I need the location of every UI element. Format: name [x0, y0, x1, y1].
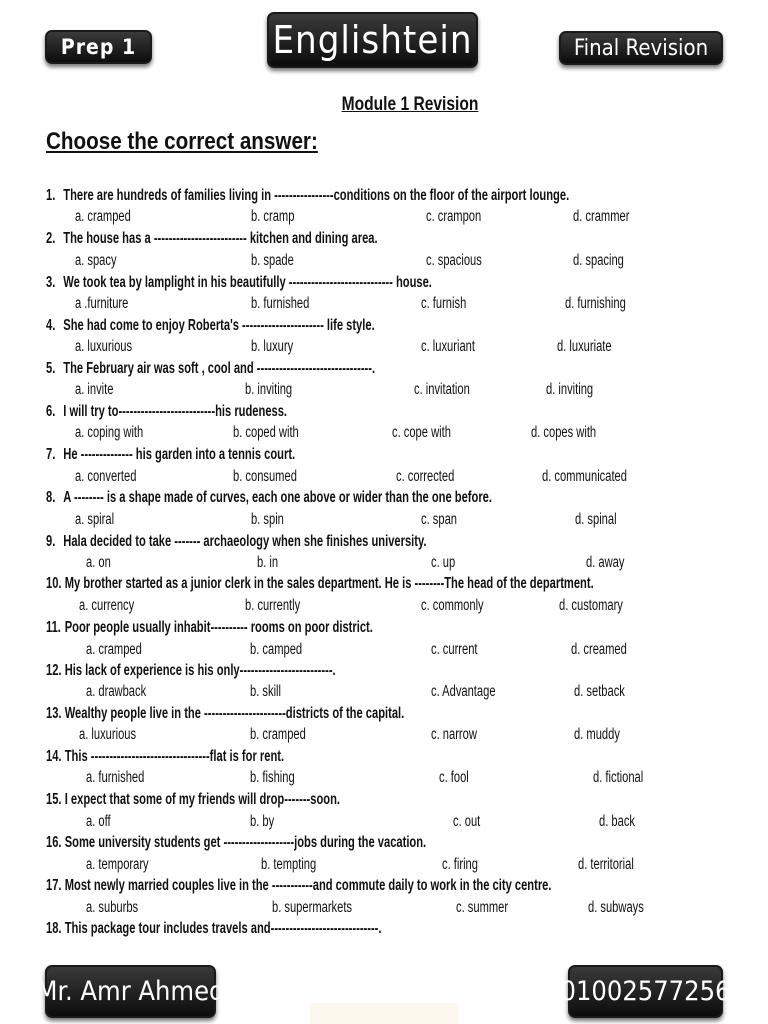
answer-option[interactable]: a. drawback: [85, 683, 147, 700]
question-10: [46, 574, 594, 594]
answer-options-15: [46, 812, 635, 832]
phone-number: 01002577256: [560, 976, 731, 1007]
answer-options-13: [46, 725, 622, 745]
answer-option[interactable]: b. inviting: [244, 381, 293, 398]
answer-option[interactable]: d. away: [586, 554, 625, 571]
brand-title-badge: [267, 12, 478, 68]
question-number: 1.: [46, 187, 56, 204]
answer-option[interactable]: b. camped: [249, 641, 303, 658]
question-text: There are hundreds of families living in ----------------conditions on the floor of the airport lounge.: [63, 187, 570, 204]
answer-options-16: [46, 855, 634, 875]
question-text: I will try to--------------------------his rudeness.: [63, 403, 288, 420]
answer-option[interactable]: c. summer: [455, 899, 509, 916]
answer-option[interactable]: a. luxurious: [78, 726, 137, 743]
answer-option[interactable]: d. luxuriate: [556, 338, 612, 355]
answer-option[interactable]: c. up: [430, 554, 456, 571]
final-revision-label: Final Revision: [573, 35, 709, 61]
question-number: 17.: [46, 877, 62, 894]
answer-option[interactable]: a .furniture: [74, 295, 129, 312]
question-text: This --------------------------------flat is for rent.: [64, 748, 285, 765]
answer-option[interactable]: c. corrected: [395, 468, 455, 485]
question-2: [46, 229, 378, 249]
question-13: [46, 704, 404, 724]
answer-option[interactable]: a. converted: [74, 468, 137, 485]
answer-option[interactable]: a. on: [85, 554, 111, 571]
answer-option[interactable]: d. spinal: [574, 511, 617, 528]
answer-option[interactable]: b. consumed: [232, 468, 297, 485]
question-14: [46, 747, 284, 767]
question-text: Poor people usually inhabit---------- rooms on poor district.: [64, 619, 373, 636]
question-number: 7.: [46, 446, 56, 463]
answer-option[interactable]: c. luxuriant: [420, 338, 475, 355]
answer-options-11: [46, 640, 627, 660]
answer-option[interactable]: d. subways: [587, 899, 644, 916]
answer-option[interactable]: b. luxury: [250, 338, 294, 355]
question-5: [46, 359, 375, 379]
answer-option[interactable]: b. in: [256, 554, 279, 571]
answer-option[interactable]: a. luxurious: [74, 338, 133, 355]
question-number: 14.: [46, 748, 62, 765]
question-number: 15.: [46, 791, 62, 808]
question-number: 8.: [46, 489, 56, 506]
answer-options-2: [46, 251, 622, 271]
answer-option[interactable]: d. setback: [573, 683, 625, 700]
answer-options-8: [46, 510, 622, 530]
question-11: [46, 618, 373, 638]
answer-option[interactable]: c. furnish: [420, 295, 467, 312]
question-text: Most newly married couples live in the -----------and commute daily to work in the city centre.: [64, 877, 552, 894]
question-number: 5.: [46, 360, 56, 377]
answer-option[interactable]: d. copes with: [530, 424, 597, 441]
question-4: [46, 316, 375, 336]
question-number: 13.: [46, 705, 62, 722]
answer-option[interactable]: c. span: [420, 511, 457, 528]
answer-option[interactable]: b. cramped: [249, 726, 306, 743]
answer-option[interactable]: c. crampon: [425, 208, 482, 225]
question-7: [46, 445, 295, 465]
answer-option[interactable]: c. narrow: [430, 726, 477, 743]
question-text: She had come to enjoy Roberta's ---------------------- life style.: [63, 317, 375, 334]
answer-option[interactable]: b. furnished: [250, 295, 310, 312]
question-15: [46, 790, 340, 810]
answer-option[interactable]: c. Advantage: [430, 683, 496, 700]
brand-title: Englishtein: [272, 18, 473, 62]
question-number: 10.: [46, 575, 62, 592]
question-text: A -------- is a shape made of curves, each one above or wider than the one before.: [63, 489, 492, 506]
answer-option[interactable]: a. suburbs: [85, 899, 139, 916]
answer-option[interactable]: d. inviting: [545, 381, 594, 398]
answer-option[interactable]: c. spacious: [425, 252, 482, 269]
answer-options-6: [46, 423, 622, 443]
answer-options-7: [46, 467, 627, 487]
answer-option[interactable]: a. currency: [78, 597, 135, 614]
answer-option[interactable]: b. spin: [250, 511, 284, 528]
question-17: [46, 876, 551, 896]
question-number: 4.: [46, 317, 56, 334]
module-title: Module 1 Revision: [341, 94, 479, 115]
prep-level-badge: [45, 30, 152, 64]
question-number: 18.: [46, 920, 62, 937]
question-1: [46, 186, 569, 206]
answer-option[interactable]: d. spacing: [572, 252, 624, 269]
answer-options-1: [46, 207, 630, 227]
answer-option[interactable]: a. invite: [74, 381, 114, 398]
answer-option[interactable]: b. fishing: [249, 769, 295, 786]
answer-option[interactable]: b. tempting: [260, 856, 317, 873]
answer-option[interactable]: b. supermarkets: [271, 899, 353, 916]
answer-option[interactable]: a. cramped: [74, 208, 131, 225]
answer-option[interactable]: a. cramped: [85, 641, 142, 658]
answer-options-12: [46, 682, 625, 702]
answer-option[interactable]: a. furnished: [85, 769, 145, 786]
answer-option[interactable]: c. commonly: [420, 597, 484, 614]
answer-option[interactable]: b. currently: [244, 597, 301, 614]
answer-option[interactable]: c. out: [452, 813, 481, 830]
question-text: We took tea by lamplight in his beautifully ---------------------------- house.: [63, 274, 432, 291]
question-8: [46, 488, 492, 508]
question-16: [46, 833, 426, 853]
question-text: His lack of experience is his only-------------------------.: [64, 662, 336, 679]
answer-option[interactable]: b. skill: [249, 683, 282, 700]
question-9: [46, 532, 426, 552]
answer-option[interactable]: c. current: [430, 641, 478, 658]
answer-option[interactable]: d. communicated: [541, 468, 627, 485]
answer-option[interactable]: d. creamed: [570, 641, 627, 658]
answer-option[interactable]: a. spiral: [74, 511, 115, 528]
answer-options-4: [46, 337, 622, 357]
answer-option[interactable]: b. spade: [250, 252, 294, 269]
answer-options-5: [46, 380, 622, 400]
answer-option[interactable]: c. firing: [442, 856, 478, 873]
answer-option[interactable]: b. coped with: [232, 424, 299, 441]
question-number: 11.: [46, 619, 61, 636]
answer-options-14: [46, 768, 644, 788]
prep-level-label: Prep 1: [60, 35, 137, 59]
answer-option[interactable]: c. cope with: [391, 424, 451, 441]
question-6: [46, 402, 287, 422]
answer-option[interactable]: c. fool: [438, 769, 469, 786]
question-text: I expect that some of my friends will drop-------soon.: [64, 791, 341, 808]
question-number: 9.: [46, 533, 56, 550]
final-revision-badge: [559, 31, 723, 65]
answer-option[interactable]: b. by: [249, 813, 275, 830]
question-text: The house has a ------------------------- kitchen and dining area.: [63, 230, 378, 247]
answer-option[interactable]: d. muddy: [573, 726, 620, 743]
teacher-name: Mr. Amr Ahmed: [36, 976, 225, 1007]
question-number: 16.: [46, 834, 62, 851]
question-number: 12.: [46, 662, 62, 679]
answer-option[interactable]: c. invitation: [413, 381, 470, 398]
question-text: Wealthy people live in the ----------------------districts of the capital.: [64, 705, 405, 722]
answer-option[interactable]: b. cramp: [250, 208, 295, 225]
question-text: My brother started as a junior clerk in the sales department. He is --------The head of the department.: [64, 575, 594, 592]
answer-options-17: [46, 898, 644, 918]
answer-option[interactable]: d. territorial: [577, 856, 634, 873]
question-text: He -------------- his garden into a tennis court.: [63, 446, 296, 463]
question-number: 2.: [46, 230, 56, 247]
answer-option[interactable]: d. furnishing: [564, 295, 626, 312]
question-text: Some university students get -------------------jobs during the vacation.: [64, 834, 427, 851]
answer-option[interactable]: a. coping with: [74, 424, 144, 441]
question-12: [46, 661, 336, 681]
answer-option[interactable]: d. back: [598, 813, 635, 830]
answer-option[interactable]: a. temporary: [85, 856, 149, 873]
question-number: 6.: [46, 403, 56, 420]
answer-option[interactable]: a. off: [85, 813, 111, 830]
question-text: The February air was soft , cool and -------------------------------.: [63, 360, 376, 377]
teacher-name-badge: [36, 965, 225, 1018]
answer-option[interactable]: a. spacy: [74, 252, 117, 269]
answer-option[interactable]: d. customary: [559, 597, 623, 614]
question-3: [46, 273, 432, 293]
answer-option[interactable]: d. crammer: [572, 208, 630, 225]
question-18: [46, 919, 382, 939]
question-number: 3.: [46, 274, 56, 291]
footer-tab: [310, 1003, 458, 1024]
answer-options-10: [46, 596, 622, 616]
answer-options-9: [46, 553, 625, 573]
instruction-heading: Choose the correct answer:: [46, 128, 318, 155]
answer-option[interactable]: d. fictional: [592, 769, 644, 786]
phone-number-badge: [560, 965, 731, 1018]
question-text: Hala decided to take ------- archaeology when she finishes university.: [63, 533, 427, 550]
answer-options-3: [46, 294, 626, 314]
question-text: This package tour includes travels and-----------------------------.: [64, 920, 382, 937]
